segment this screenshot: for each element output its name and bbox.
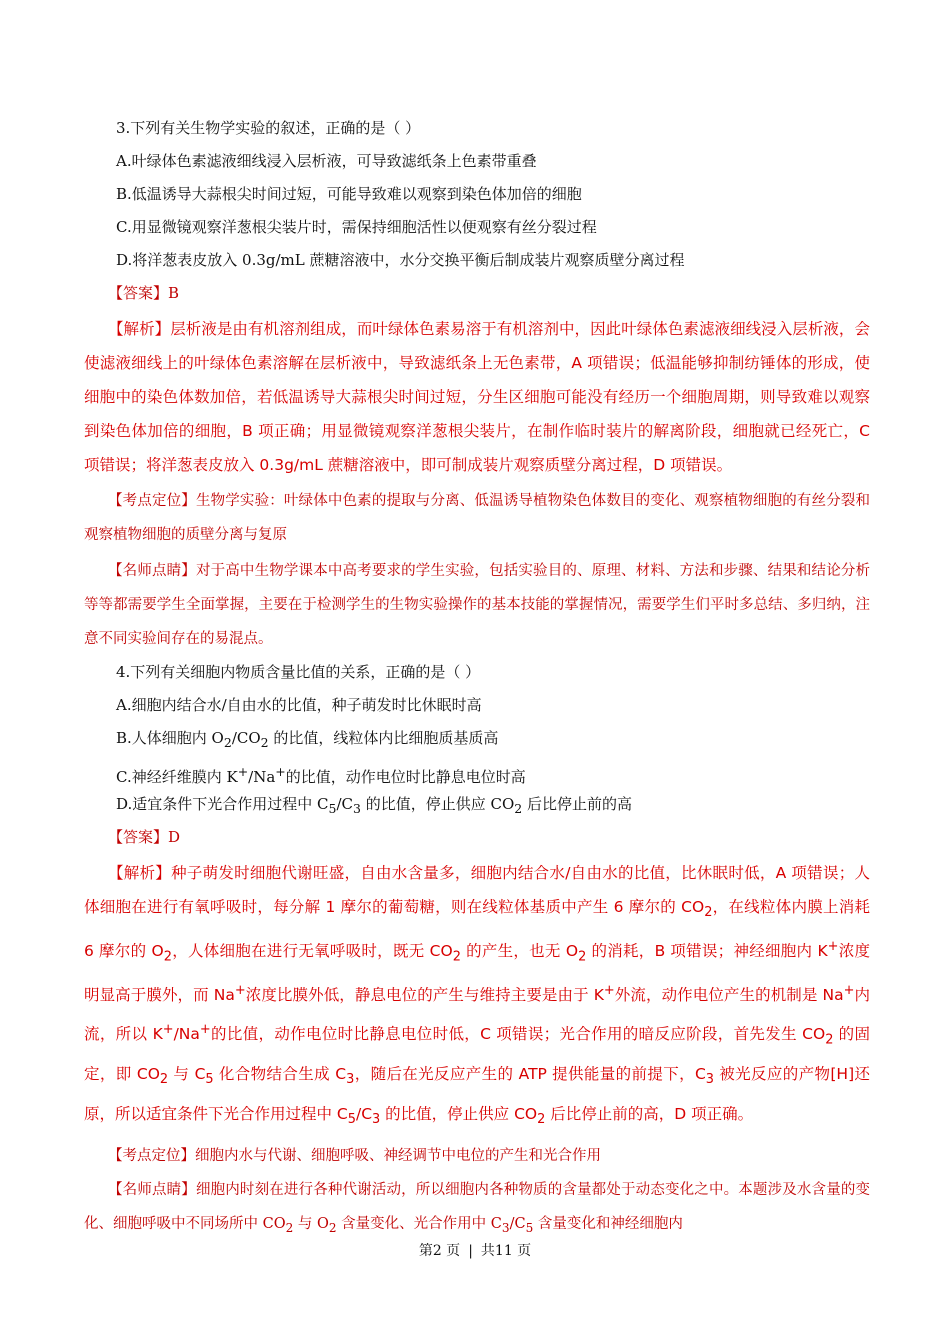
page-number: 第2 页 bbox=[418, 1243, 461, 1259]
analysis-sub: 3 bbox=[705, 1071, 715, 1087]
question-4-option-b bbox=[84, 722, 870, 755]
dianjing-seg: 含量变化和神经细胞内 bbox=[533, 1215, 683, 1232]
kaodian-tag: 【考点定位】 bbox=[108, 493, 196, 509]
dianjing-sub: 5 bbox=[525, 1220, 534, 1235]
analysis-seg: 的产生，也无 O bbox=[460, 942, 579, 961]
analysis-seg: 的消耗，B 项错误；神经细胞内 K bbox=[586, 942, 828, 961]
question-3-stem: 3.下列有关生物学实验的叙述，正确的是（ ） bbox=[116, 119, 421, 137]
question-4-analysis bbox=[84, 856, 870, 1137]
dianjing-sub: 3 bbox=[501, 1220, 510, 1235]
opt-d-sub3: 2 bbox=[514, 801, 523, 816]
analysis-sup: + bbox=[234, 983, 246, 999]
analysis-seg: 内流，所以 K bbox=[84, 986, 870, 1043]
kaodian-text: 细胞内水与代谢、细胞呼吸、神经调节中电位的产生和光合作用 bbox=[195, 1147, 601, 1164]
question-3-analysis bbox=[84, 312, 870, 482]
analysis-seg: 的比值，停止供应 CO bbox=[380, 1104, 538, 1123]
document-content bbox=[84, 112, 870, 1245]
page-footer bbox=[0, 1240, 950, 1260]
opt-c-sup1: + bbox=[237, 764, 249, 779]
analysis-seg: ，人体细胞在进行无氧呼吸时，既无 CO bbox=[171, 942, 453, 961]
analysis-sub: 3 bbox=[346, 1071, 355, 1087]
question-3-option-b: B.低温诱导大蒜根尖时间过短，可能导致难以观察到染色体加倍的细胞 bbox=[116, 185, 582, 203]
opt-b-post: 的比值，线粒体内比细胞质基质高 bbox=[268, 729, 499, 747]
analysis-seg: /C bbox=[355, 1104, 373, 1123]
question-4-option-a: A.细胞内结合水/自由水的比值，种子萌发时比休眠时高 bbox=[116, 696, 482, 714]
footer-separator: | bbox=[468, 1243, 473, 1259]
analysis-sup: + bbox=[827, 939, 839, 955]
opt-b-sub1: 2 bbox=[223, 735, 232, 750]
question-3-kaodian bbox=[84, 484, 870, 552]
question-3-answer: 【答案】B bbox=[108, 284, 180, 302]
dianjing-seg: 细胞内时刻在进行各种代谢活动，所以细胞内各种物质的含量都处于动态变化之中。本题涉及水含量的变化、细胞呼吸中不同场所中 CO bbox=[84, 1181, 871, 1232]
dianjing-seg: /C bbox=[509, 1215, 526, 1232]
dianjing-tag: 【名师点睛】 bbox=[108, 1181, 196, 1198]
analysis-sup: + bbox=[199, 1021, 211, 1037]
analysis-sup: + bbox=[843, 983, 855, 999]
opt-d-sub1: 5 bbox=[328, 801, 337, 816]
opt-d-post: 后比停止前的高 bbox=[522, 795, 632, 813]
analysis-text: 层析液是由有机溶剂组成，而叶绿体色素易溶于有机溶剂中，因此叶绿体色素滤液细线浸入层析液，会使滤液细线上的叶绿体色素溶解在层析液中，导致滤纸条上无色素带，A 项错误；低温能够抑制纺锤体的形成，使细胞中的染色体数加倍，若低温诱导大蒜根尖时间过短，分生区细胞可能没有经历一个细胞周期，则导致难以观察到染色体加倍的细胞，B 项正确；用显微镜观察洋葱根尖装片，在制作临时装片的解离阶段，细胞就已经死亡，C 项错误；将洋葱表皮放入 0.3g/mL 蔗糖溶液中，即可制成装片观察质壁分离过程，D 项错误。 bbox=[84, 320, 870, 474]
question-4-kaodian bbox=[84, 1139, 870, 1173]
analysis-tag: 【解析】 bbox=[108, 864, 172, 882]
dianjing-seg: 与 O bbox=[293, 1215, 329, 1232]
analysis-sup: + bbox=[162, 1021, 174, 1037]
opt-d-sub2: 3 bbox=[353, 801, 361, 816]
dianjing-tag: 【名师点睛】 bbox=[108, 563, 196, 579]
question-3-option-a: A.叶绿体色素滤液细线浸入层析液，可导致滤纸条上色素带重叠 bbox=[116, 152, 537, 170]
question-3-option-c: C.用显微镜观察洋葱根尖装片时，需保持细胞活性以便观察有丝分裂过程 bbox=[116, 218, 597, 236]
analysis-sub: 2 bbox=[704, 905, 713, 921]
opt-b-mid: /CO bbox=[231, 729, 261, 747]
analysis-seg: 与 C bbox=[168, 1064, 206, 1083]
analysis-seg: 浓度明显高于膜外，而 Na bbox=[84, 942, 870, 1005]
analysis-seg: 外流，动作电位产生的机制是 Na bbox=[614, 986, 844, 1005]
analysis-seg: 浓度比膜外低，静息电位的产生与维持主要是由于 K bbox=[245, 986, 604, 1005]
opt-b-pre: B.人体细胞内 O bbox=[116, 729, 224, 747]
analysis-seg: /Na bbox=[173, 1024, 200, 1043]
dianjing-sub: 2 bbox=[328, 1220, 337, 1235]
analysis-seg: ，随后在光反应产生的 ATP 提供能量的前提下，C bbox=[354, 1064, 706, 1083]
analysis-sub: 2 bbox=[452, 949, 461, 965]
analysis-sub: 5 bbox=[205, 1071, 214, 1087]
opt-c-post: 的比值，动作电位时比静息电位时高 bbox=[285, 768, 526, 786]
analysis-sub: 5 bbox=[347, 1111, 356, 1127]
opt-d-pre: D.适宜条件下光合作用过程中 C bbox=[116, 795, 329, 813]
kaodian-text: 生物学实验：叶绿体中色素的提取与分离、低温诱导植物染色体数目的变化、观察植物细胞的有丝分裂和观察植物细胞的质壁分离与复原 bbox=[84, 493, 871, 543]
analysis-seg: 的比值，动作电位时比静息电位时低，C 项错误；光合作用的暗反应阶段，首先发生 CO bbox=[210, 1024, 826, 1043]
analysis-seg: 的固定，即 CO bbox=[84, 1024, 871, 1083]
analysis-seg: 种子萌发时细胞代谢旺盛，自由水含量多，细胞内结合水/自由水的比值，比休眠时低，A 项错误；人体细胞在进行有氧呼吸时，每分解 1 摩尔的葡萄糖，则在线粒体基质中产生 6 摩尔的 CO bbox=[84, 864, 870, 916]
analysis-seg: 化合物结合生成 C bbox=[213, 1064, 347, 1083]
question-3-dianjing bbox=[84, 554, 870, 656]
analysis-seg: ，在线粒体内膜上消耗 6 摩尔的 O bbox=[84, 898, 870, 961]
question-4-option-d bbox=[84, 788, 870, 821]
question-3-option-d: D.将洋葱表皮放入 0.3g/mL 蔗糖溶液中，水分交换平衡后制成装片观察质壁分离过程 bbox=[116, 251, 685, 269]
dianjing-seg: 含量变化、光合作用中 C bbox=[336, 1215, 502, 1232]
opt-b-sub2: 2 bbox=[260, 735, 269, 750]
dianjing-sub: 2 bbox=[285, 1220, 294, 1235]
analysis-sub: 3 bbox=[372, 1111, 381, 1127]
analysis-sub: 2 bbox=[159, 1071, 169, 1087]
question-4-dianjing bbox=[84, 1173, 870, 1245]
opt-c-sup2: + bbox=[275, 764, 286, 779]
analysis-tag: 【解析】 bbox=[108, 320, 171, 338]
opt-c-pre: C.神经纤维膜内 K bbox=[116, 768, 238, 786]
page-total: 共11 页 bbox=[480, 1243, 532, 1259]
analysis-sub: 2 bbox=[163, 949, 172, 965]
kaodian-tag: 【考点定位】 bbox=[108, 1147, 195, 1164]
opt-d-mid2: 的比值，停止供应 CO bbox=[360, 795, 515, 813]
question-4-option-c bbox=[84, 755, 870, 788]
analysis-sub: 2 bbox=[578, 949, 587, 965]
analysis-sub: 2 bbox=[537, 1111, 546, 1127]
dianjing-text: 对于高中生物学课本中高考要求的学生实验，包括实验目的、原理、材料、方法和步骤、结果和结论分析等等都需要学生全面掌握，主要在于检测学生的生物实验操作的基本技能的掌握情况，需要学生们平时多总结、多归纳，注意不同实验间存在的易混点。 bbox=[84, 563, 871, 647]
opt-c-mid: /Na bbox=[248, 768, 276, 786]
analysis-sup: + bbox=[603, 983, 615, 999]
question-4-answer: 【答案】D bbox=[108, 828, 181, 846]
analysis-sub: 2 bbox=[825, 1031, 834, 1047]
analysis-seg: 被光反应的产物[H]还原，所以适宜条件下光合作用过程中 C bbox=[84, 1064, 870, 1123]
question-4-stem: 4.下列有关细胞内物质含量比值的关系，正确的是（ ） bbox=[116, 663, 481, 681]
opt-d-mid: /C bbox=[336, 795, 353, 813]
analysis-seg: 后比停止前的高，D 项正确。 bbox=[545, 1104, 754, 1123]
